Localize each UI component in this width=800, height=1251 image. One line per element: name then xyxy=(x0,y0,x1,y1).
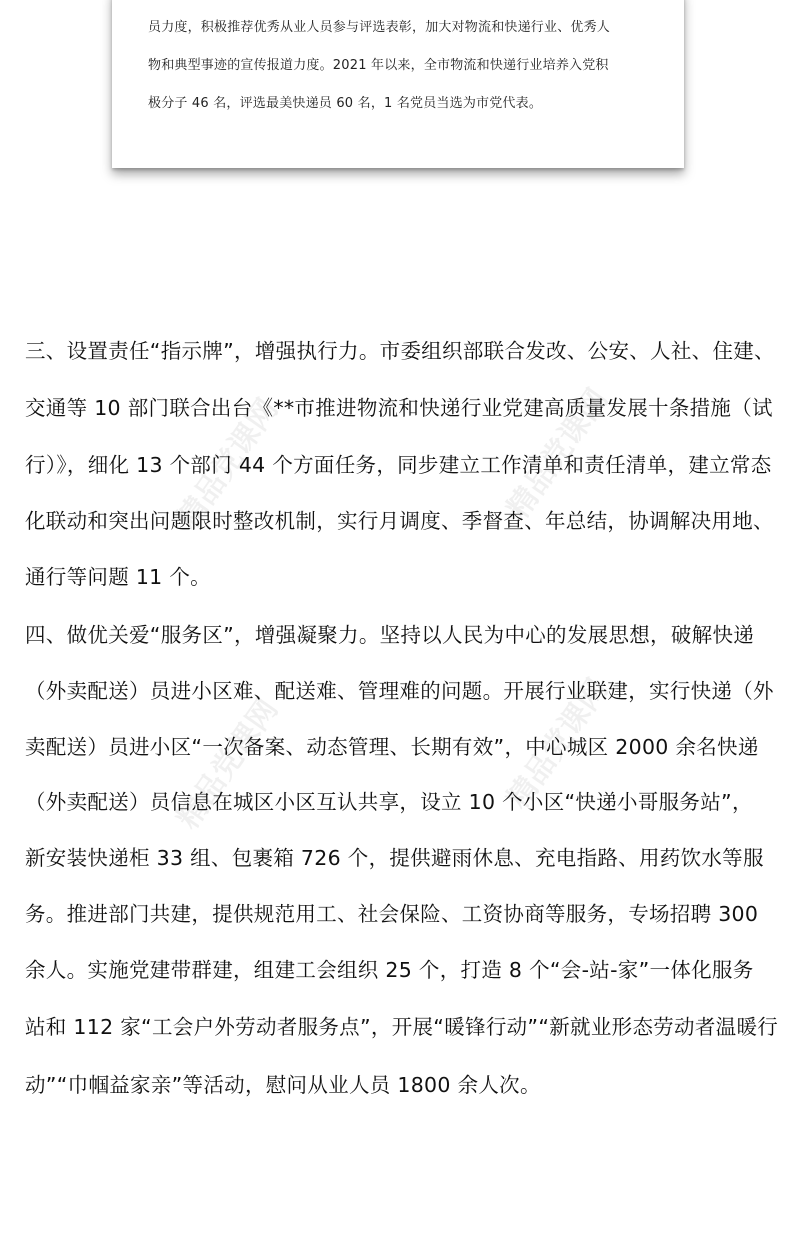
text-line: 行）》，细化 13 个部门 44 个方面任务，同步建立工作清单和责任清单，建立常态 xyxy=(25,453,772,477)
watermark: 精品党课网 xyxy=(170,692,286,836)
watermark: 精品党课网 xyxy=(170,392,286,536)
watermark: 精品党课网 xyxy=(500,672,616,816)
document-page-card xyxy=(112,0,684,168)
text-line: 务。推进部门共建，提供规范用工、社会保险、工资协商等服务，专场招聘 300 xyxy=(25,902,759,926)
card-text-line: 物和典型事迹的宣传报道力度。2021 年以来，全市物流和快递行业培养入党积 xyxy=(148,58,609,73)
card-text-line: 员力度，积极推荐优秀从业人员参与评选表彰，加大对物流和快递行业、优秀人 xyxy=(148,20,611,35)
text-line: 新安装快递柜 33 组、包裹箱 726 个，提供避雨休息、充电指路、用药饮水等服 xyxy=(25,846,764,870)
watermark: 精品党课网 xyxy=(500,382,616,526)
text-line: 交通等 10 部门联合出台《**市推进物流和快递行业党建高质量发展十条措施（试 xyxy=(25,396,773,420)
text-line: 卖配送）员进小区“一次备案、动态管理、长期有效”，中心城区 2000 余名快递 xyxy=(25,735,759,759)
text-line: 余人。实施党建带群建，组建工会组织 25 个，打造 8 个“会-站-家”一体化服务 xyxy=(25,958,754,982)
text-line: 化联动和突出问题限时整改机制，实行月调度、季督查、年总结，协调解决用地、 xyxy=(25,509,774,533)
text-line: （外卖配送）员信息在城区小区互认共享，设立 10 个小区“快递小哥服务站”， xyxy=(25,790,753,814)
text-line: 三、设置责任“指示牌”，增强执行力。市委组织部联合发改、公安、人社、住建、 xyxy=(25,339,775,363)
card-text-line: 极分子 46 名，评选最美快递员 60 名，1 名党员当选为市党代表。 xyxy=(148,96,543,111)
text-line: 通行等问题 11 个。 xyxy=(25,565,211,589)
text-line: （外卖配送）员进小区难、配送难、管理难的问题。开展行业联建，实行快递（外 xyxy=(25,679,774,703)
text-line: 四、做优关爱“服务区”，增强凝聚力。坚持以人民为中心的发展思想，破解快递 xyxy=(25,623,755,647)
text-line: 站和 112 家“工会户外劳动者服务点”，开展“暖锋行动”“新就业形态劳动者温暖行 xyxy=(25,1015,779,1039)
text-line: 动”“巾帼益家亲”等活动，慰问从业人员 1800 余人次。 xyxy=(25,1073,541,1097)
